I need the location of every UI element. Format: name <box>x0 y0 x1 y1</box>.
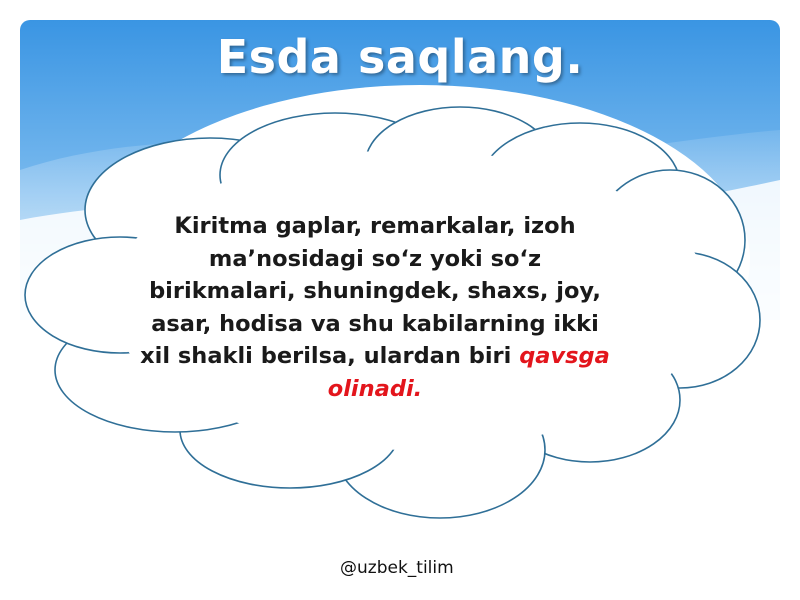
body-highlight: qavsga olinadi. <box>327 343 610 402</box>
cloud-body-text <box>140 210 610 405</box>
slide-title: Esda saqlang. <box>216 30 584 84</box>
author-handle: @uzbek_tilim <box>340 558 454 578</box>
body-text: Kiritma gaplar, remarkalar, izoh ma’nosidagi so‘z yoki so‘z birikmalari, shuningdek, shaxs, joy, asar, hodisa va shu kabilarning ikki xil shakli berilsa, ulardan biri <box>140 213 601 369</box>
